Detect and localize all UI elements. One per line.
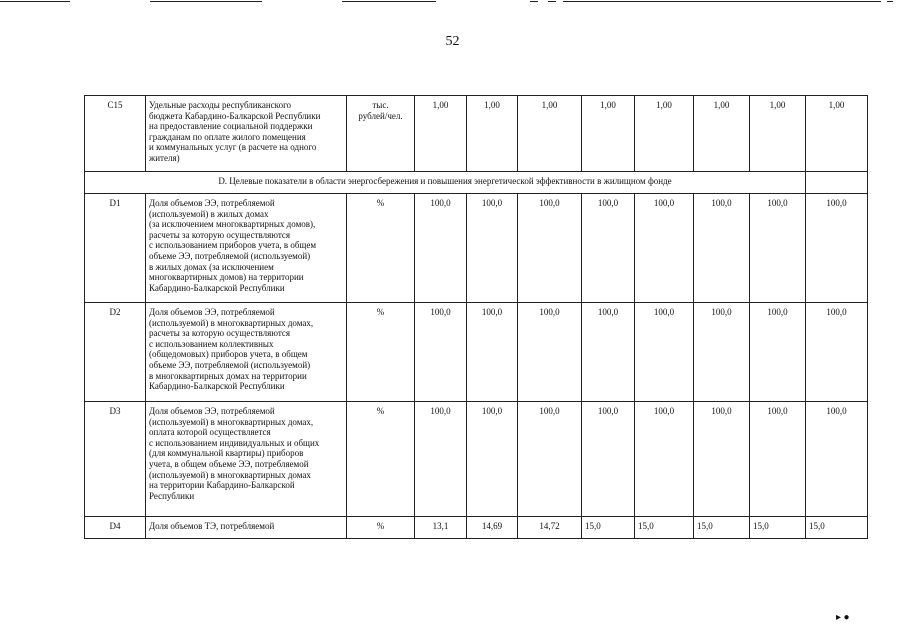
value-cell: 100,0 bbox=[518, 402, 582, 517]
row-code: D1 bbox=[85, 194, 146, 303]
value-cell: 100,0 bbox=[694, 194, 750, 303]
value-cell: 100,0 bbox=[582, 194, 635, 303]
section-title: D. Целевые показатели в области энергосбережения и повышения энергетической эффективности в жилищном фонде bbox=[85, 172, 806, 194]
row-unit: % bbox=[347, 402, 415, 517]
value-cell: 1,00 bbox=[518, 96, 582, 172]
value-cell: 1,00 bbox=[750, 96, 806, 172]
table-row-c15 bbox=[85, 96, 868, 172]
value-cell: 100,0 bbox=[582, 402, 635, 517]
row-code: D2 bbox=[85, 303, 146, 402]
row-description: Доля объемов ЭЭ, потребляемой (используемой) в жилых домах (за исключением многоквартирных домов), расчеты за которую осуществляются с использованием приборов учета, в общем объеме ЭЭ, потребляемой (используемой) в жилых домах (за исключением многоквартирных домов) на территории Кабардино-Балкарской Республики bbox=[146, 194, 347, 303]
value-cell: 100,0 bbox=[806, 402, 868, 517]
top-rule-4 bbox=[530, 1, 538, 2]
value-cell: 100,0 bbox=[582, 303, 635, 402]
value-cell: 1,00 bbox=[582, 96, 635, 172]
value-cell: 1,00 bbox=[806, 96, 868, 172]
row-unit: тыс. рублей/чел. bbox=[347, 96, 415, 172]
top-rule-right bbox=[563, 1, 881, 2]
row-unit: % bbox=[347, 303, 415, 402]
value-cell: 100,0 bbox=[635, 194, 694, 303]
value-cell: 100,0 bbox=[694, 402, 750, 517]
table-row-d2 bbox=[85, 303, 868, 402]
value-cell: 15,0 bbox=[635, 517, 694, 539]
top-rule-5 bbox=[548, 1, 556, 2]
value-cell: 100,0 bbox=[415, 402, 467, 517]
row-description: Доля объемов ЭЭ, потребляемой (используемой) в многоквартирных домах, оплата которой осуществляется с использованием индивидуальных и общих (для коммунальной квартиры) приборов учета, в общем объеме ЭЭ, потребляемой (используемой) в многоквартирных домах на территории Кабардино-Балкарской Республики bbox=[146, 402, 347, 517]
value-cell: 14,72 bbox=[518, 517, 582, 539]
value-cell: 100,0 bbox=[750, 303, 806, 402]
table-row-d3 bbox=[85, 402, 868, 517]
corner-scan-marks: ▸ ● bbox=[836, 612, 850, 623]
table-row-d1 bbox=[85, 194, 868, 303]
row-code: C15 bbox=[85, 96, 146, 172]
empty-cell bbox=[806, 172, 868, 194]
value-cell: 15,0 bbox=[694, 517, 750, 539]
value-cell: 100,0 bbox=[518, 194, 582, 303]
value-cell: 1,00 bbox=[635, 96, 694, 172]
value-cell: 100,0 bbox=[750, 194, 806, 303]
row-unit: % bbox=[347, 194, 415, 303]
value-cell: 100,0 bbox=[467, 402, 518, 517]
value-cell: 100,0 bbox=[806, 303, 868, 402]
value-cell: 100,0 bbox=[415, 194, 467, 303]
value-cell: 100,0 bbox=[750, 402, 806, 517]
row-unit: % bbox=[347, 517, 415, 539]
value-cell: 100,0 bbox=[518, 303, 582, 402]
top-rule-3 bbox=[342, 1, 436, 2]
row-code: D3 bbox=[85, 402, 146, 517]
value-cell: 100,0 bbox=[467, 194, 518, 303]
value-cell: 14,69 bbox=[467, 517, 518, 539]
top-rule-end bbox=[887, 1, 893, 2]
row-description: Удельные расходы республиканского бюджета Кабардино-Балкарской Республики на предоставление социальной поддержки гражданам по оплате жилого помещения и коммунальных услуг (в расчете на одного жителя) bbox=[146, 96, 347, 172]
value-cell: 1,00 bbox=[694, 96, 750, 172]
top-rule-2 bbox=[150, 1, 262, 2]
top-rule-left bbox=[0, 1, 70, 2]
table-row-d4 bbox=[85, 517, 868, 539]
value-cell: 100,0 bbox=[415, 303, 467, 402]
page-number: 52 bbox=[445, 34, 460, 49]
value-cell: 100,0 bbox=[806, 194, 868, 303]
value-cell: 15,0 bbox=[806, 517, 868, 539]
value-cell: 100,0 bbox=[635, 402, 694, 517]
row-description: Доля объемов ТЭ, потребляемой bbox=[146, 517, 347, 539]
row-description: Доля объемов ЭЭ, потребляемой (используемой) в многоквартирных домах, расчеты за которую осуществляются с использованием коллективных (общедомовых) приборов учета, в общем объеме ЭЭ, потребляемой (используемой) в многоквартирных домах на территории Кабардино-Балкарской Республики bbox=[146, 303, 347, 402]
value-cell: 1,00 bbox=[467, 96, 518, 172]
value-cell: 15,0 bbox=[582, 517, 635, 539]
value-cell: 100,0 bbox=[694, 303, 750, 402]
value-cell: 1,00 bbox=[415, 96, 467, 172]
value-cell: 15,0 bbox=[750, 517, 806, 539]
indicators-table bbox=[84, 95, 868, 539]
value-cell: 100,0 bbox=[635, 303, 694, 402]
value-cell: 100,0 bbox=[467, 303, 518, 402]
section-row bbox=[85, 172, 868, 194]
value-cell: 13,1 bbox=[415, 517, 467, 539]
row-code: D4 bbox=[85, 517, 146, 539]
